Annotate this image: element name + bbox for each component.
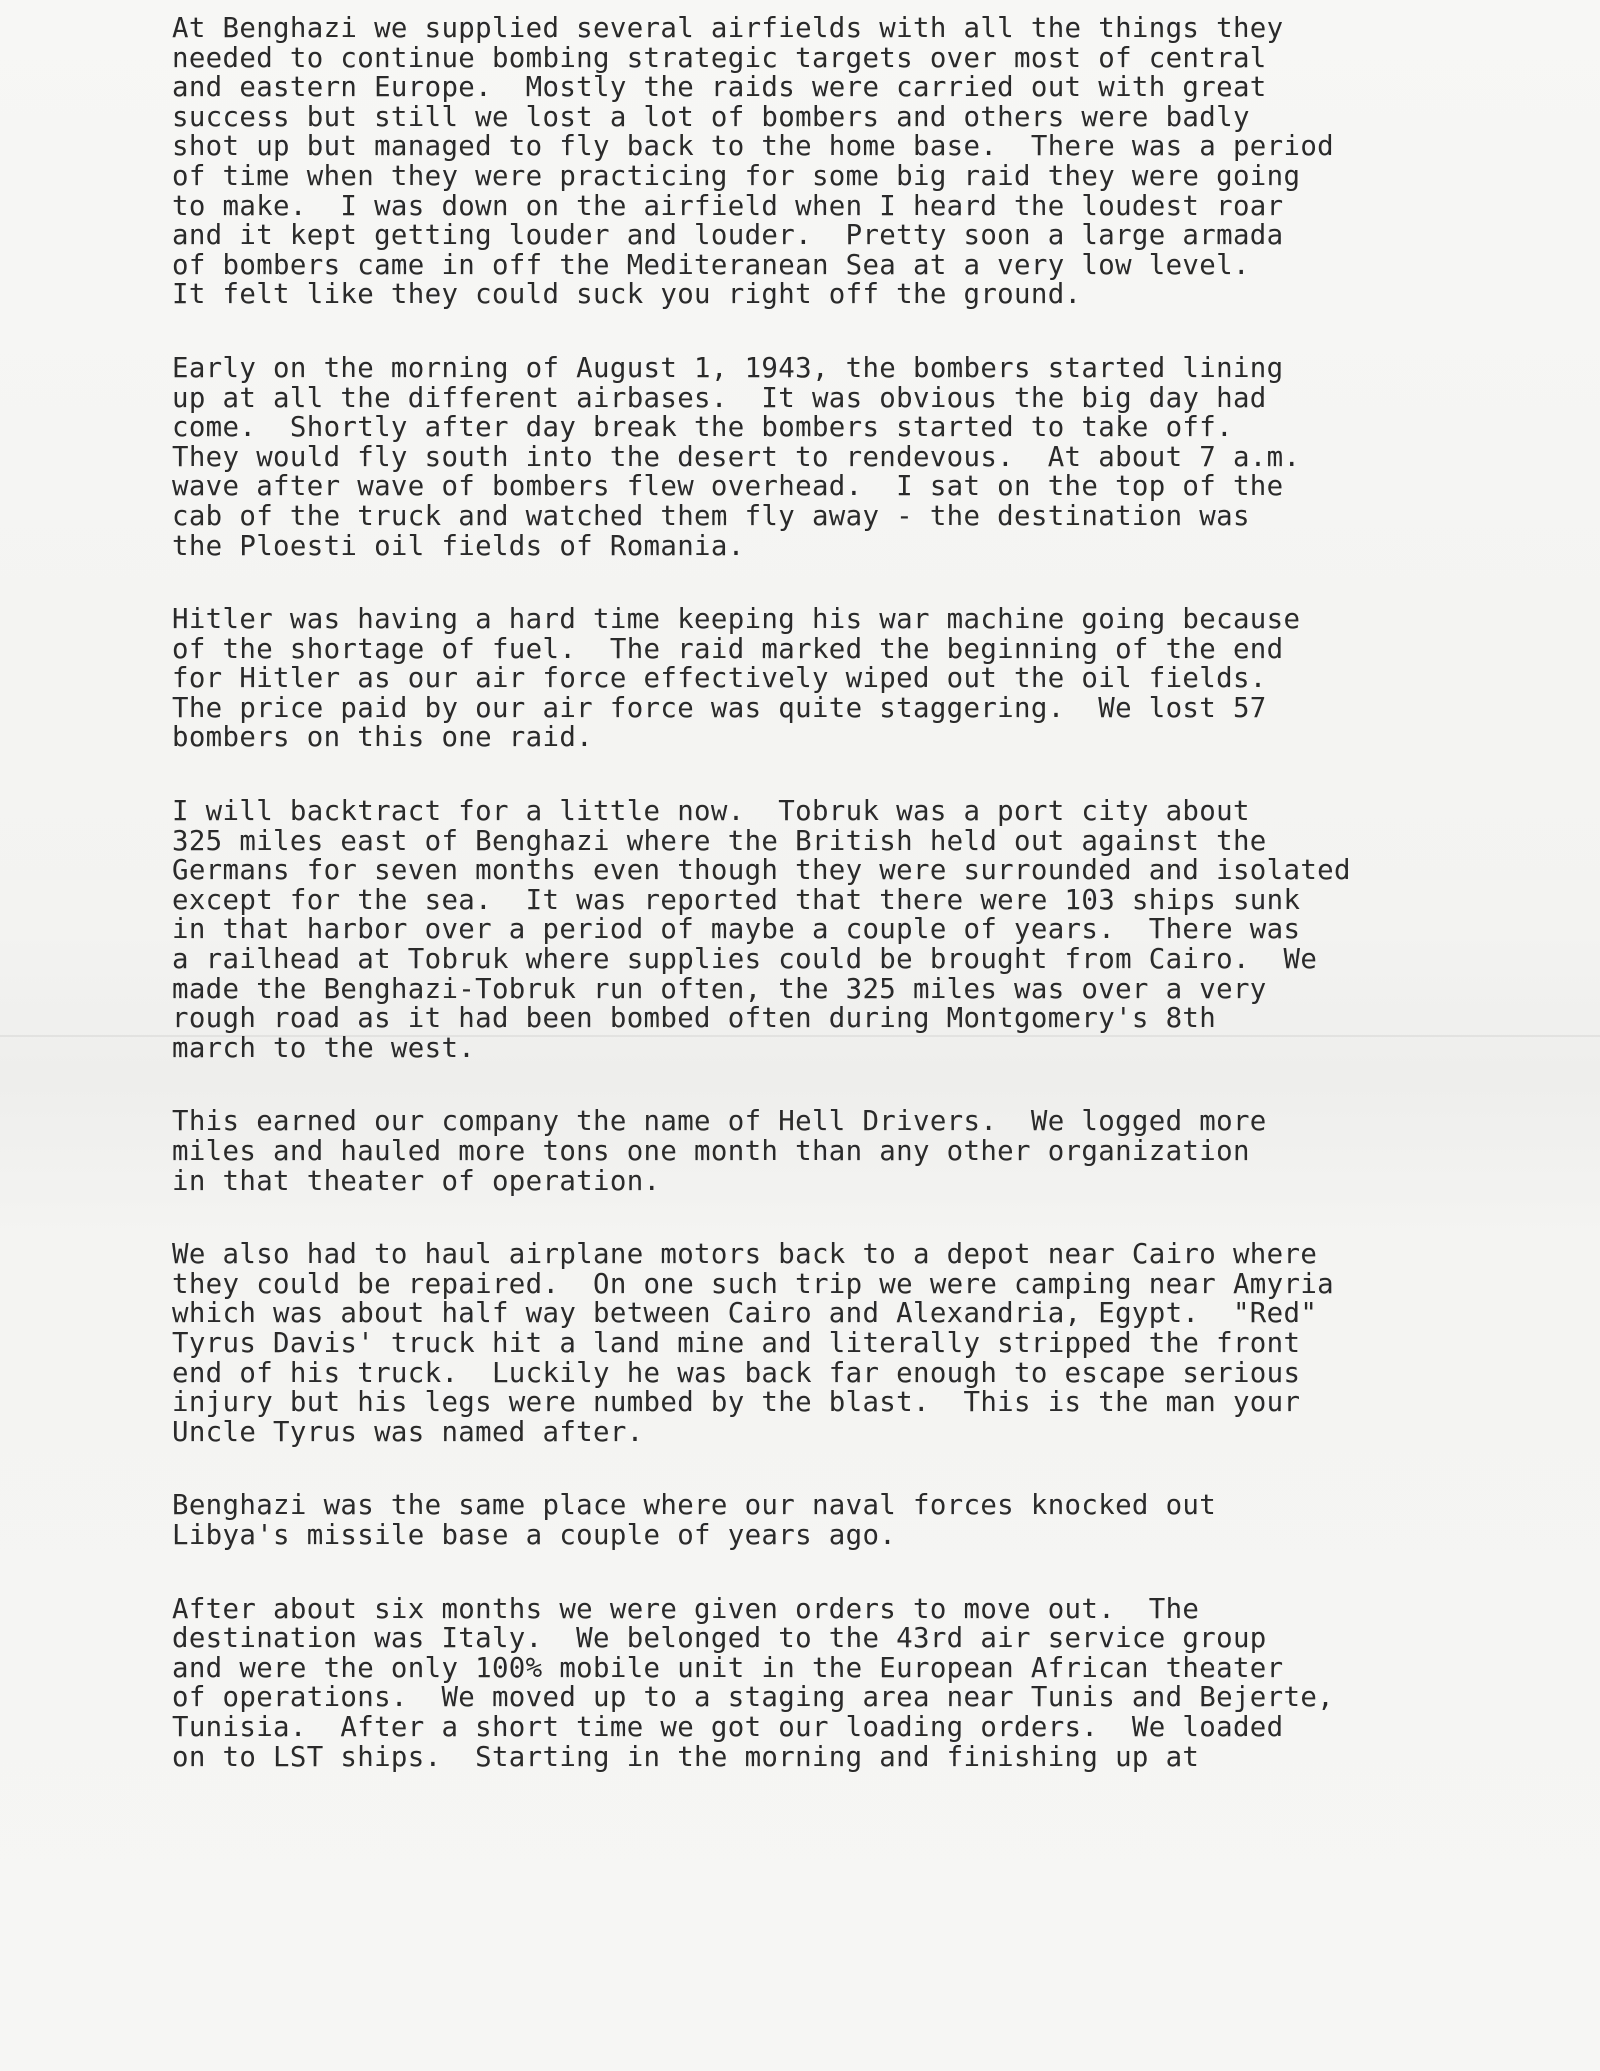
text-line: wave after wave of bombers flew overhead. I sat on the top of the	[172, 471, 1284, 503]
text-line: destination was Italy. We belonged to the 43rd air service group	[172, 1623, 1267, 1655]
text-line: injury but his legs were numbed by the blast. This is the man your	[172, 1387, 1301, 1419]
paragraph-airplane-motors	[172, 1240, 1512, 1447]
paragraph-hitler-fuel	[172, 605, 1512, 753]
text-line: come. Shortly after day break the bombers started to take off.	[172, 412, 1233, 444]
text-line: and eastern Europe. Mostly the raids were carried out with great	[172, 72, 1267, 104]
text-line: needed to continue bombing strategic targets over most of central	[172, 42, 1267, 74]
text-line: Libya's missile base a couple of years ago.	[172, 1519, 897, 1551]
text-line: for Hitler as our air force effectively wiped out the oil fields.	[172, 663, 1267, 695]
text-line: of time when they were practicing for some big raid they were going	[172, 160, 1301, 192]
text-line: It felt like they could suck you right off the ground.	[172, 279, 1082, 311]
text-line: At Benghazi we supplied several airfields with all the things they	[172, 13, 1284, 44]
text-line: Tyrus Davis' truck hit a land mine and literally stripped the front	[172, 1327, 1301, 1359]
paragraph-august-1943	[172, 354, 1512, 561]
paragraph-hell-drivers	[172, 1107, 1512, 1196]
text-line: end of his truck. Luckily he was back far enough to escape serious	[172, 1357, 1301, 1389]
text-line: Uncle Tyrus was named after.	[172, 1416, 644, 1448]
text-line: Benghazi was the same place where our naval forces knocked out	[172, 1490, 1217, 1522]
text-line: on to LST ships. Starting in the morning and finishing up at	[172, 1741, 1200, 1773]
text-line: made the Benghazi-Tobruk run often, the 325 miles was over a very	[172, 973, 1267, 1005]
text-line: After about six months we were given orders to move out. The	[172, 1593, 1200, 1625]
text-line: Tunisia. After a short time we got our loading orders. We loaded	[172, 1711, 1284, 1743]
text-line: and were the only 100% mobile unit in the European African theater	[172, 1652, 1284, 1684]
text-line: up at all the different airbases. It was obvious the big day had	[172, 382, 1267, 414]
text-line: success but still we lost a lot of bombers and others were badly	[172, 101, 1250, 133]
text-line: of operations. We moved up to a staging area near Tunis and Bejerte,	[172, 1682, 1334, 1714]
text-line: They would fly south into the desert to rendevous. At about 7 a.m.	[172, 441, 1301, 473]
text-line: miles and hauled more tons one month than any other organization	[172, 1136, 1250, 1167]
text-line: shot up but managed to fly back to the home base. There was a period	[172, 131, 1334, 163]
text-line: Germans for seven months even though they were surrounded and isolated	[172, 855, 1351, 887]
text-line: Early on the morning of August 1, 1943, the bombers started lining	[172, 352, 1284, 384]
text-line: cab of the truck and watched them fly away - the destination was	[172, 500, 1250, 532]
text-line: rough road as it had been bombed often during Montgomery's 8th	[172, 1003, 1217, 1035]
text-line: I will backtract for a little now. Tobruk was a port city about	[172, 796, 1250, 828]
text-line: of the shortage of fuel. The raid marked the beginning of the end	[172, 633, 1284, 665]
text-line: to make. I was down on the airfield when I heard the loudest roar	[172, 190, 1284, 222]
text-line: in that harbor over a period of maybe a couple of years. There was	[172, 914, 1301, 946]
text-line: bombers on this one raid.	[172, 722, 594, 754]
text-line: they could be repaired. On one such trip we were camping near Amyria	[172, 1268, 1334, 1300]
text-line: The price paid by our air force was quite staggering. We lost 57	[172, 692, 1267, 724]
text-line: a railhead at Tobruk where supplies could be brought from Cairo. We	[172, 944, 1318, 976]
text-line: Hitler was having a hard time keeping his war machine going because	[172, 604, 1301, 636]
paragraph-tobruk	[172, 797, 1512, 1063]
text-line: of bombers came in off the Mediteranean Sea at a very low level.	[172, 249, 1250, 281]
text-line: march to the west.	[172, 1032, 476, 1064]
text-line: the Ploesti oil fields of Romania.	[172, 530, 745, 562]
text-line: 325 miles east of Benghazi where the British held out against the	[172, 825, 1267, 857]
paragraph-move-to-italy	[172, 1595, 1512, 1773]
text-line: in that theater of operation.	[172, 1165, 661, 1197]
paragraph-benghazi-naval	[172, 1491, 1512, 1550]
text-line: and it kept getting louder and louder. Pretty soon a large armada	[172, 220, 1284, 252]
text-line: We also had to haul airplane motors back to a depot near Cairo where	[172, 1239, 1318, 1271]
text-line: This earned our company the name of Hell Drivers. We logged more	[172, 1106, 1267, 1138]
text-line: which was about half way between Cairo and Alexandria, Egypt. "Red"	[172, 1298, 1318, 1330]
text-line: except for the sea. It was reported that there were 103 ships sunk	[172, 884, 1301, 916]
paragraph-benghazi-airfields	[172, 14, 1512, 310]
letter-body	[172, 14, 1512, 1816]
